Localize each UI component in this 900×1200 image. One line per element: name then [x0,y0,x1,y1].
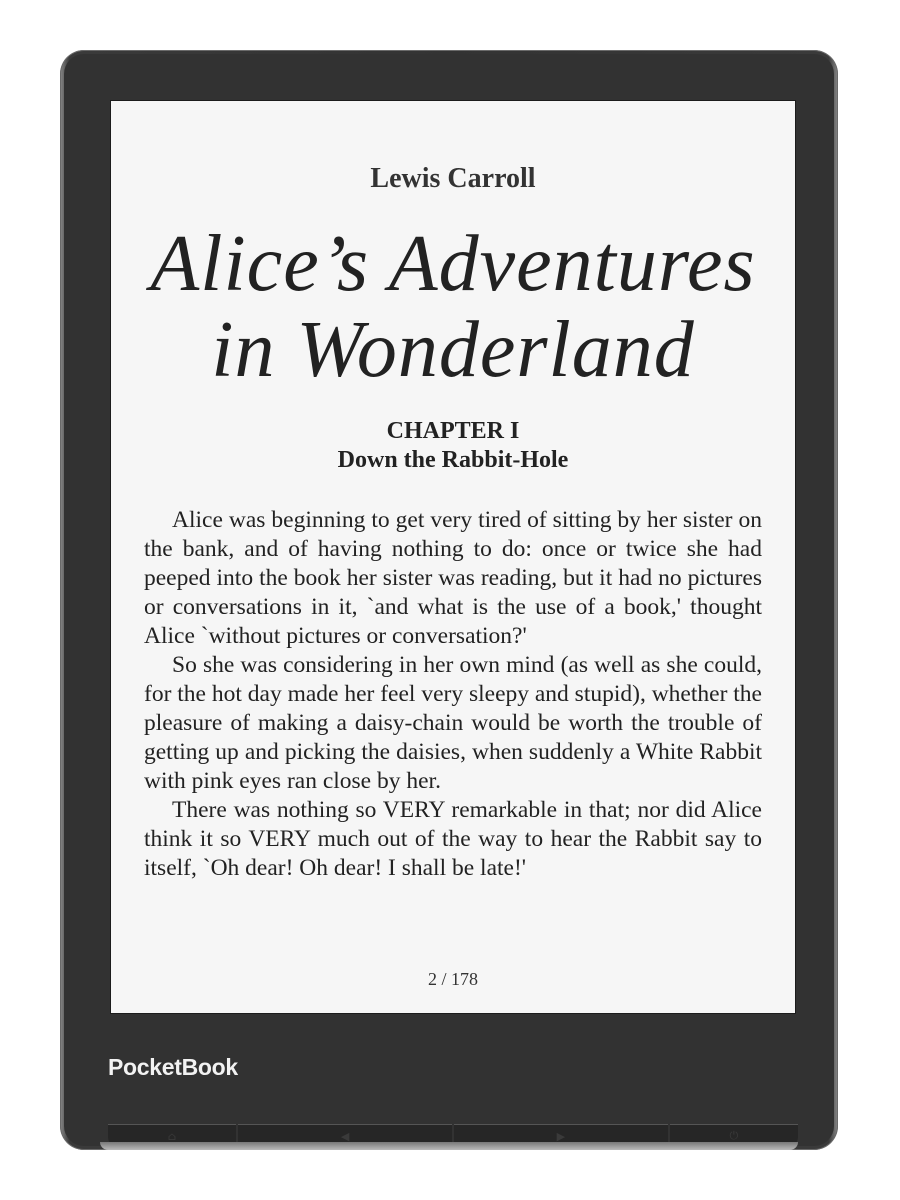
paragraph: So she was considering in her own mind (as well as she could, for the hot day made her feel very sleepy and stupid), whether the pleasure of making a daisy-chain would be worth the trouble of getting up and picking the daisies, when suddenly a White Rabbit with pink eyes ran close by her. [144,652,762,794]
book-title-line-2: in Wonderland [211,306,695,394]
chapter-title: Down the Rabbit-Hole [337,447,569,473]
brand-logo: PocketBook [108,1054,238,1080]
eink-screen[interactable] [110,100,796,1014]
book-title [111,221,795,393]
paragraph: Alice was beginning to get very tired of sitting by her sister on the bank, and of having nothing to do: once or twice she had peeped into the book her sister was reading, but it had no pictures or conversations in it, `and what is the use of a book,' thought Alice `without pictures or conversation?' [144,507,762,649]
chapter-body [144,506,762,883]
book-author: Lewis Carroll [370,163,536,194]
power-icon: ⏻ [729,1129,739,1142]
chapter-number: CHAPTER I [386,418,520,444]
chapter-heading [111,417,795,475]
book-title-line-1: Alice’s Adventures [150,220,756,308]
prev-page-icon: ◀ [340,1129,350,1143]
home-icon: ⌂ [167,1129,177,1143]
ereader-device [60,50,838,1150]
next-page-icon: ▶ [556,1129,566,1143]
device-bottom-edge [100,1142,798,1150]
page-indicator: 2 / 178 [427,969,478,989]
device-bezel [64,54,834,1146]
paragraph: There was nothing so VERY remarkable in that; nor did Alice think it so VERY much out of the way to hear the Rabbit say to itself, `Oh dear! Oh dear! I shall be late!' [144,797,762,881]
